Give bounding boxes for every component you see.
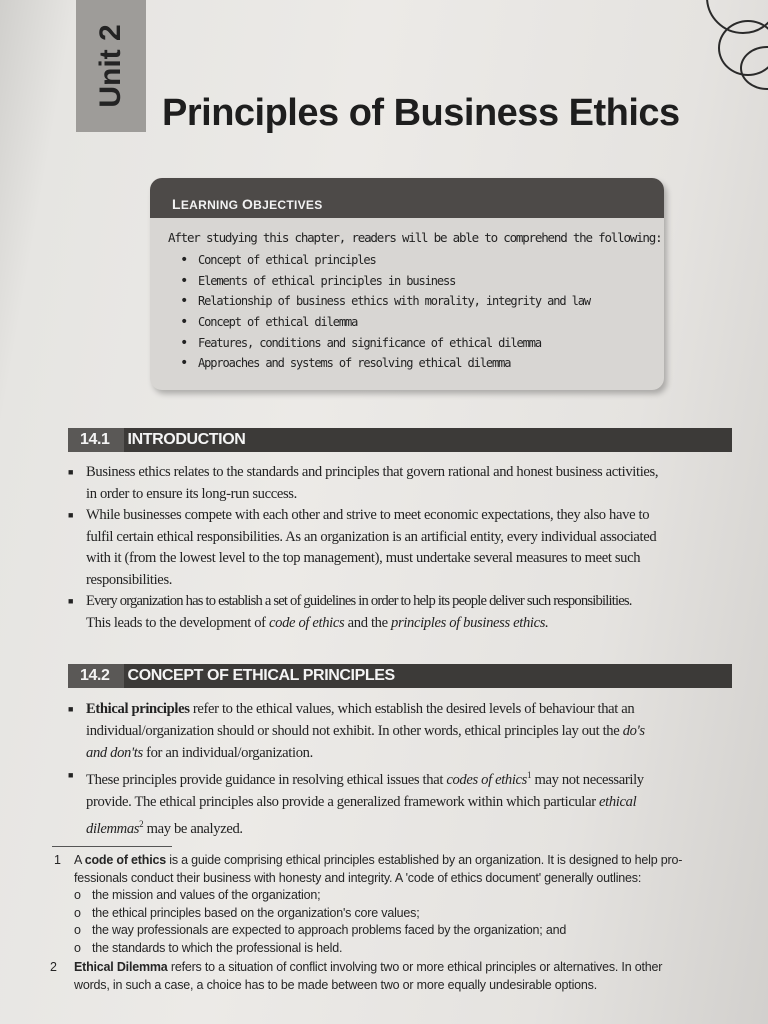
footnote-subitem: o the ethical principles based on the organization's core values;: [74, 905, 420, 920]
footnote-rule: [52, 846, 172, 847]
footnotes: 1 A code of ethics is a guide comprising ethical principles established by an organization. It is designed to help pro- fessionals conduct their business with honesty and integrity. A 'code of ethics document' generally outlines: o the mission and values of the organization; o the ethical principles based on the organization's core values; o the way professionals are expected to approach problems faced by the organization; and o the standards to which the professional is held. 2 Ethical Dilemma refers to a situation of conflict involving two or more ethical principles or alternatives. In other words, in such a case, a choice has to be made between two or more equally undesirable options.: [54, 852, 744, 994]
footnote-1: 1 A code of ethics is a guide comprising ethical principles established by an organization. It is designed to help pro-: [54, 853, 683, 867]
concept-list: [68, 698, 736, 840]
list-item: ■ Business ethics relates to the standards and principles that govern rational and honest business activities, in order to ensure its long-run success.: [68, 462, 736, 505]
list-item: • Concept of ethical principles: [184, 250, 590, 271]
list-item: ■ Ethical principles refer to the ethical values, which establish the desired levels of behaviour that an individual/organization should or should not exhibit. In other words, ethical principles lay out the do's and don'ts for an individual/organization.: [68, 698, 736, 764]
list-item: • Relationship of business ethics with morality, integrity and law: [184, 291, 590, 312]
learning-objectives-list: [184, 250, 590, 374]
footnote-subitem: o the standards to which the professional is held.: [74, 940, 343, 955]
learning-objectives-header: LEARNING OBJECTIVES: [150, 178, 664, 218]
list-item: ■ Every organization has to establish a set of guidelines in order to help its people deliver such responsibilities. This leads to the development of code of ethics and the principles of business ethics.: [68, 591, 736, 634]
section-heading-introduction: 14.1 INTRODUCTION: [68, 428, 732, 452]
list-item: ■ These principles provide guidance in resolving ethical issues that codes of ethics$^1$ may not necessarily provide. The ethical principles also provide a generalized framework within which particular ethical dilemmas$^2$ may be analyzed.: [68, 764, 736, 840]
list-item: • Concept of ethical dilemma: [184, 312, 590, 333]
list-item: • Approaches and systems of resolving ethical dilemma: [184, 353, 590, 374]
list-item: • Elements of ethical principles in business: [184, 271, 590, 292]
chapter-title: Principles of Business Ethics: [162, 92, 680, 134]
list-item: • Features, conditions and significance of ethical dilemma: [184, 333, 590, 354]
footnote-subitem: o the way professionals are expected to approach problems faced by the organization; and: [74, 923, 567, 937]
section-heading-concept: 14.2 CONCEPT OF ETHICAL PRINCIPLES: [68, 664, 732, 688]
introduction-list: [68, 462, 736, 634]
footnote-2: 2 Ethical Dilemma refers to a situation of conflict involving two or more ethical principles or alternatives. In other: [50, 960, 663, 974]
learning-objectives-intro: After studying this chapter, readers will be able to comprehend the following:: [168, 230, 662, 245]
list-item: ■ While businesses compete with each other and strive to meet economic expectations, they also have to fulfil certain ethical responsibilities. As an organization is an artificial entity, every individual associated with it (from the lowest level to the top management), must undertake several measures to meet such responsibilities.: [68, 505, 736, 591]
footnote-subitem: o the mission and values of the organization;: [74, 888, 321, 902]
learning-objectives-box: [150, 178, 664, 390]
unit-label: Unit 2: [94, 24, 127, 108]
